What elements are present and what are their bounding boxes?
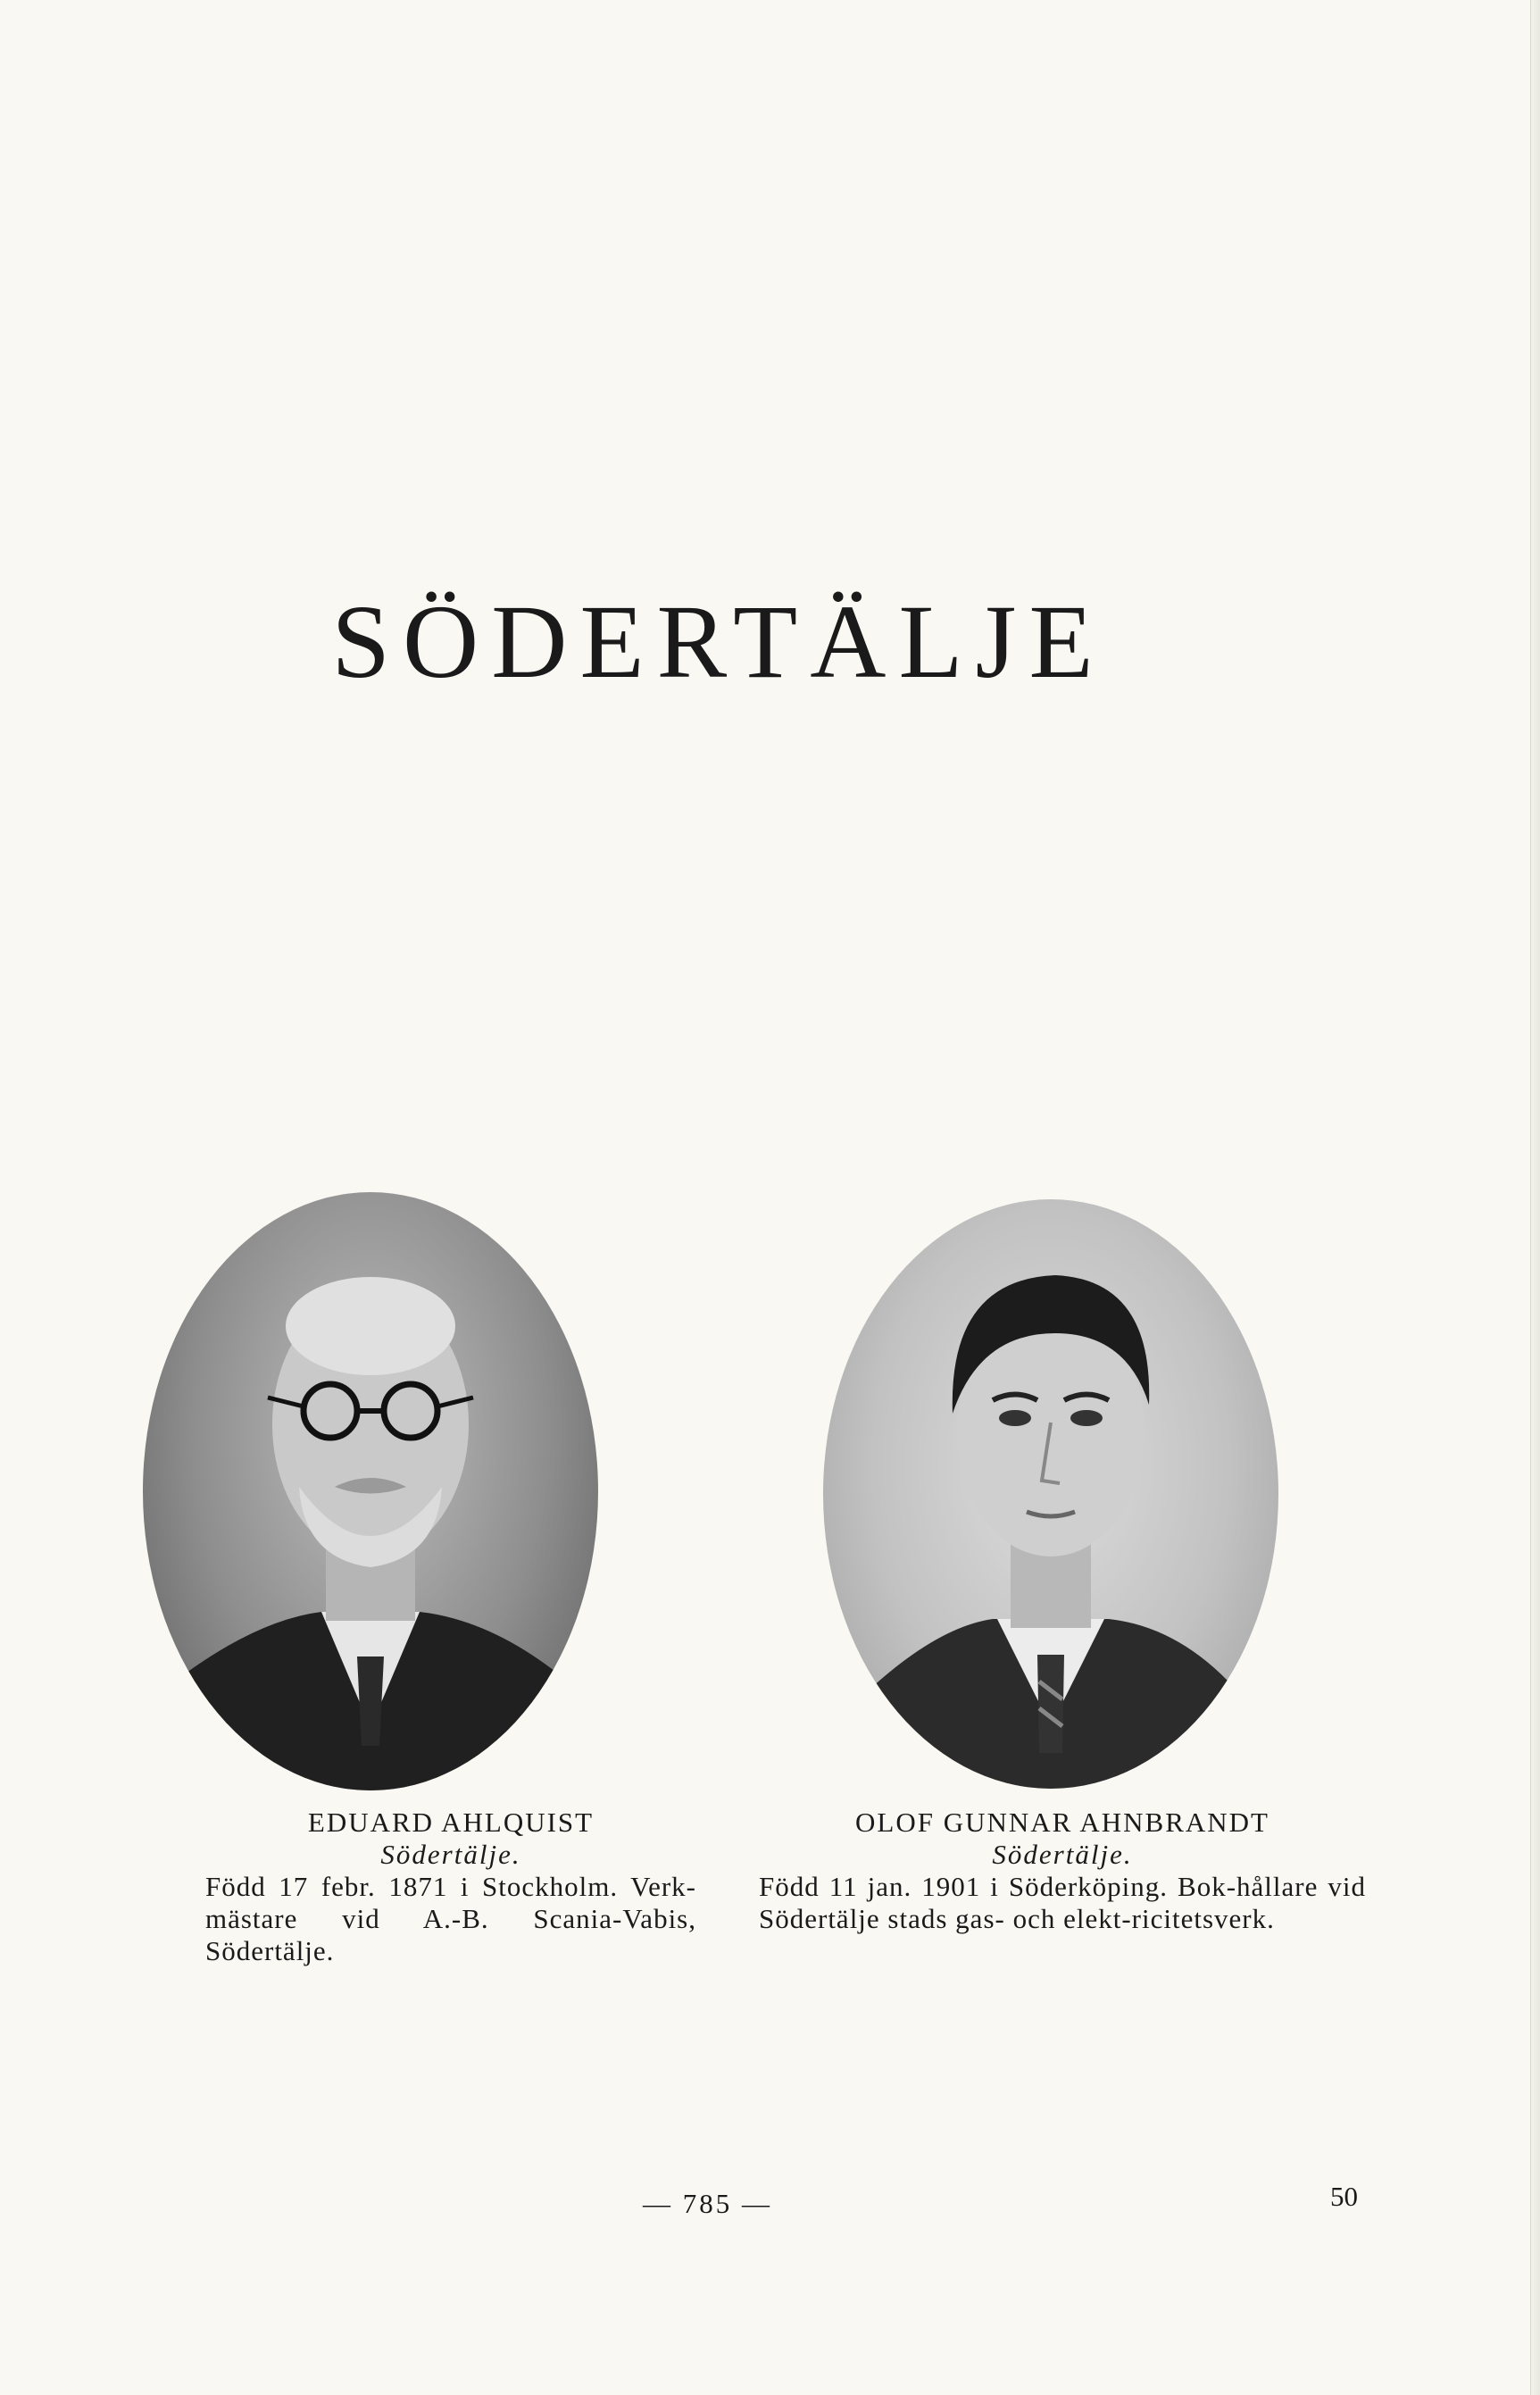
- caption-entry-1: [205, 1807, 696, 1967]
- person-name: EDUARD AHLQUIST: [307, 1807, 595, 1838]
- page-edge: [1530, 0, 1540, 2395]
- person-name: OLOF GUNNAR AHNBRANDT: [855, 1807, 1269, 1838]
- person-bio: Född 17 febr. 1871 i Stockholm. Verk-mästare vid A.-B. Scania-Vabis, Södertälje.: [205, 1871, 696, 1966]
- caption-entry-2: [759, 1807, 1366, 1935]
- portrait-eduard-ahlquist: [143, 1192, 598, 1790]
- page-number: — 785 —: [643, 2188, 772, 2219]
- person-place: Södertälje.: [380, 1839, 521, 1870]
- person-place: Södertälje.: [992, 1839, 1133, 1870]
- sheet-number: 50: [1330, 2181, 1358, 2212]
- portrait-olof-gunnar-ahnbrandt: [823, 1199, 1278, 1789]
- page-title: SÖDERTÄLJE: [331, 583, 1106, 700]
- person-bio: Född 11 jan. 1901 i Söderköping. Bok-hållare vid Södertälje stads gas- och elekt-ricitetsverk.: [759, 1871, 1366, 1934]
